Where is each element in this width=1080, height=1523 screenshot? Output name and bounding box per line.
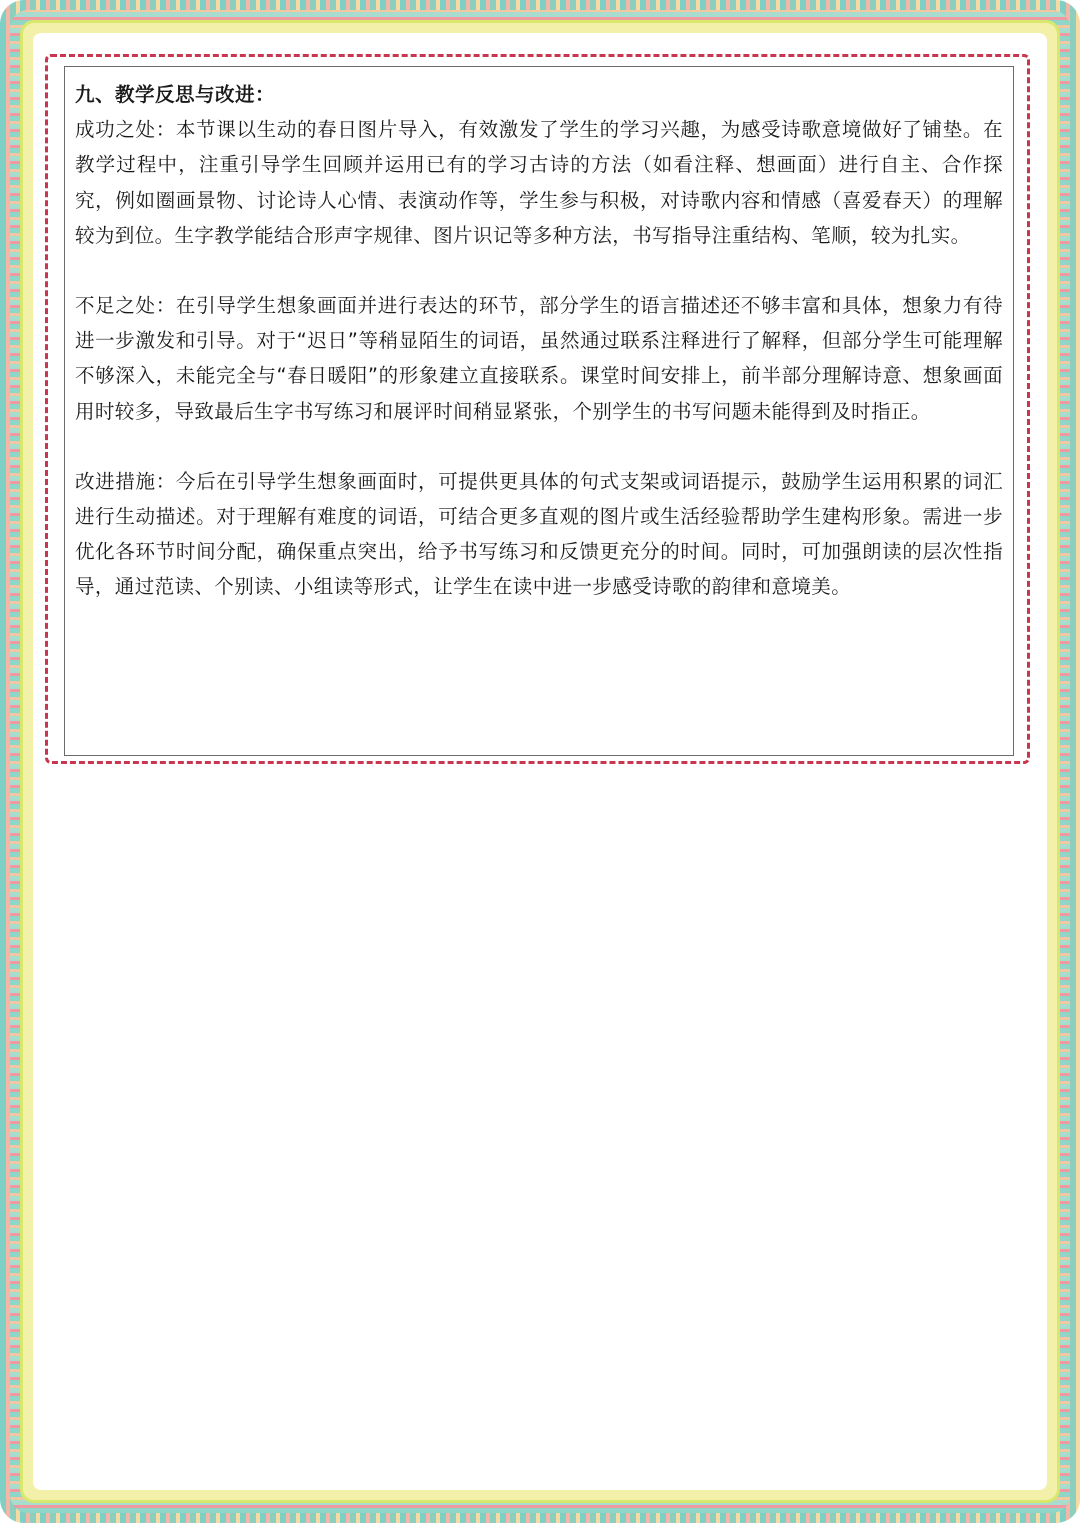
paragraph-success: 成功之处：本节课以生动的春日图片导入，有效激发了学生的学习兴趣，为感受诗歌意境做好了铺垫。在教学过程中，注重引导学生回顾并运用已有的学习古诗的方法（如看注释、想画面）进行自主、合作探究，例如圈画景物、讨论诗人心情、表演动作等，学生参与积极，对诗歌内容和情感（喜爱春天）的理解较为到位。生字教学能结合形声字规律、图片识记等多种方法，书写指导注重结构、笔顺，较为扎实。	[75, 118, 1003, 247]
reflection-content-box	[64, 66, 1014, 756]
section-heading: 九、教学反思与改进：	[75, 83, 276, 106]
paragraph-spacer	[75, 253, 1003, 288]
paragraph-spacer	[75, 429, 1003, 464]
paragraph-improvements: 改进措施：今后在引导学生想象画面时，可提供更具体的句式支架或词语提示，鼓励学生运用积累的词汇进行生动描述。对于理解有难度的词语，可结合更多直观的图片或生活经验帮助学生建构形象。需进一步优化各环节时间分配，确保重点突出，给予书写练习和反馈更充分的时间。同时，可加强朗读的层次性指导，通过范读、个别读、小组读等形式，让学生在读中进一步感受诗歌的韵律和意境美。	[75, 469, 1003, 599]
paragraph-shortcomings: 不足之处：在引导学生想象画面并进行表达的环节，部分学生的语言描述还不够丰富和具体，想象力有待进一步激发和引导。对于“迟日”等稍显陌生的词语，虽然通过联系注释进行了解释，但部分学生可能理解不够深入，未能完全与“春日暖阳”的形象建立直接联系。课堂时间安排上，前半部分理解诗意、想象画面用时较多，导致最后生字书写练习和展评时间稍显紧张，个别学生的书写问题未能得到及时指正。	[75, 294, 1003, 423]
